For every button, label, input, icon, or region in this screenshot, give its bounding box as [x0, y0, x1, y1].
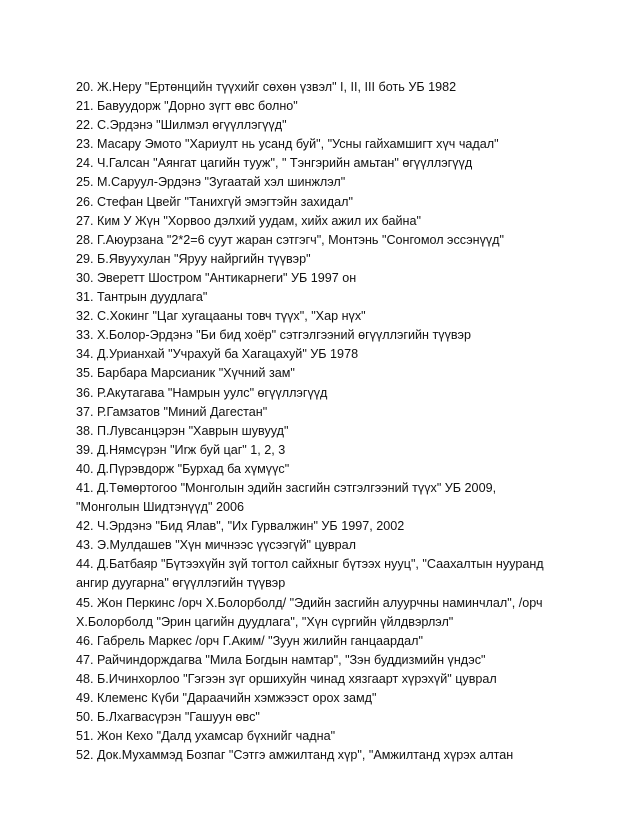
list-item: 39. Д.Нямсүрэн "Иrж буй цаг" 1, 2, 3: [76, 442, 286, 457]
list-item: 29. Б.Явуухулан "Яруу найргийн түүвэр": [76, 251, 311, 266]
list-item: 20. Ж.Неру "Ертөнцийн түүхийг сөхөн үзвэл" I, II, III боть УБ 1982: [76, 80, 457, 94]
list-item: 21. Бавуудорж "Дорно зүгт өвс болно": [76, 99, 298, 114]
list-item: 52. Док.Мухаммэд Бозпаг "Сэтгэ амжилтанд хүр", "Амжилтанд хүрэх алтан: [76, 748, 514, 763]
list-item: 38. П.Лувсанцэрэн "Хаврын шувууд": [76, 423, 289, 438]
list-item: 25. М.Саруул-Эрдэнэ "Зугаатай хэл шинжлэл": [76, 175, 346, 190]
list-item: 47. Райчиндорждагва "Мила Богдын намтар", "Зэн буддизмийн үндэс": [76, 652, 486, 667]
list-item: 24. Ч.Галсан "Аянгат цагийн тууж", " Тэнгэрийн амьтан" өгүүллэгүүд: [76, 156, 473, 171]
list-item: 36. Р.Акутагава "Намрын уулс" өгүүллэгүүд: [76, 385, 328, 400]
list-item: 37. Р.Гамзатов "Миний Дагестан": [76, 404, 268, 419]
list-item: 45. Жон Перкинс /орч Х.Болорболд/ "Эдийн засгийн алуурчны наминчлал", /орч: [76, 595, 543, 610]
list-item: Х.Болорболд "Эрин цагийн дуудлага", "Хүн сүргийн үйлдвэрлэл": [76, 614, 454, 629]
list-item: 34. Д.Урианхай "Учрахуй ба Хагацахуй" УБ 1978: [76, 347, 359, 362]
list-item: 44. Д.Батбаяр "Бүтээхүйн зүй тогтол сайхныг бүтээх нууц", "Саахалтын нууранд: [76, 557, 544, 572]
list-item: 50. Б.Лхагвасүрэн "Гашуун өвс": [76, 710, 260, 725]
list-item: ангир дуугарна" өгүүллэгийн түүвэр: [76, 576, 286, 591]
list-item: 48. Б.Ичинхорлоо "Гэгээн зүг оршихуйн чинад хязгаарт хүрэхүй" цуврал: [76, 671, 497, 686]
list-item: 31. Тантрын дуудлага": [76, 290, 208, 305]
list-item: "Монголын Шидтэнүүд" 2006: [76, 500, 244, 515]
list-item: 42. Ч.Эрдэнэ "Бид Ялав", "Их Гурвалжин" УБ 1997, 2002: [76, 519, 405, 534]
list-item: 28. Г.Аюурзана "2*2=6 суут жаран сэтгэгч", Монтэнь "Сонгомол эссэнүүд": [76, 232, 505, 247]
list-item: 33. Х.Болор-Эрдэнэ "Би бид хоёр" сэтгэлгээний өгүүллэгийн түүвэр: [76, 328, 471, 343]
list-item: 32. С.Хокинг "Цаг хугацааны товч түүх", "Хар нүх": [76, 309, 366, 324]
list-item: 30. Эверетт Шостром "Антикарнеги" УБ 1997 он: [76, 270, 357, 285]
list-item: 26. Стефан Цвейг "Танихгүй эмэгтэйн захидал": [76, 194, 353, 209]
reading-list: [76, 78, 598, 765]
list-item: 35. Барбара Марсианик "Хүчний зам": [76, 366, 295, 381]
list-item: 46. Габрель Маркес /орч Г.Аким/ "Зуун жилийн ганцаардал": [76, 633, 423, 648]
list-item: 43. Э.Мулдашев "Хүн мичнээс үүсээгүй" цуврал: [76, 538, 357, 553]
list-item: 51. Жон Кехо "Далд ухамсар бүхнийг чадна": [76, 729, 336, 744]
list-item: 23. Масару Эмото "Хариулт нь усанд буй", "Усны гайхамшигт хүч чадал": [76, 137, 499, 152]
list-item: 22. С.Эрдэнэ "Шилмэл өгүүллэгүүд": [76, 118, 287, 133]
list-item: 27. Ким У Жүн "Хорвоо дэлхий уудам, хийх ажил их байна": [76, 213, 421, 228]
list-item: 40. Д.Пүрэвдорж "Бурхад ба хүмүүс": [76, 461, 290, 476]
list-item: 49. Клеменс Күби "Дараачийн хэмжээст орох замд": [76, 691, 377, 705]
list-item: 41. Д.Төмөртогоо "Монголын эдийн засгийн сэтгэлгээний түүх" УБ 2009,: [76, 480, 497, 495]
